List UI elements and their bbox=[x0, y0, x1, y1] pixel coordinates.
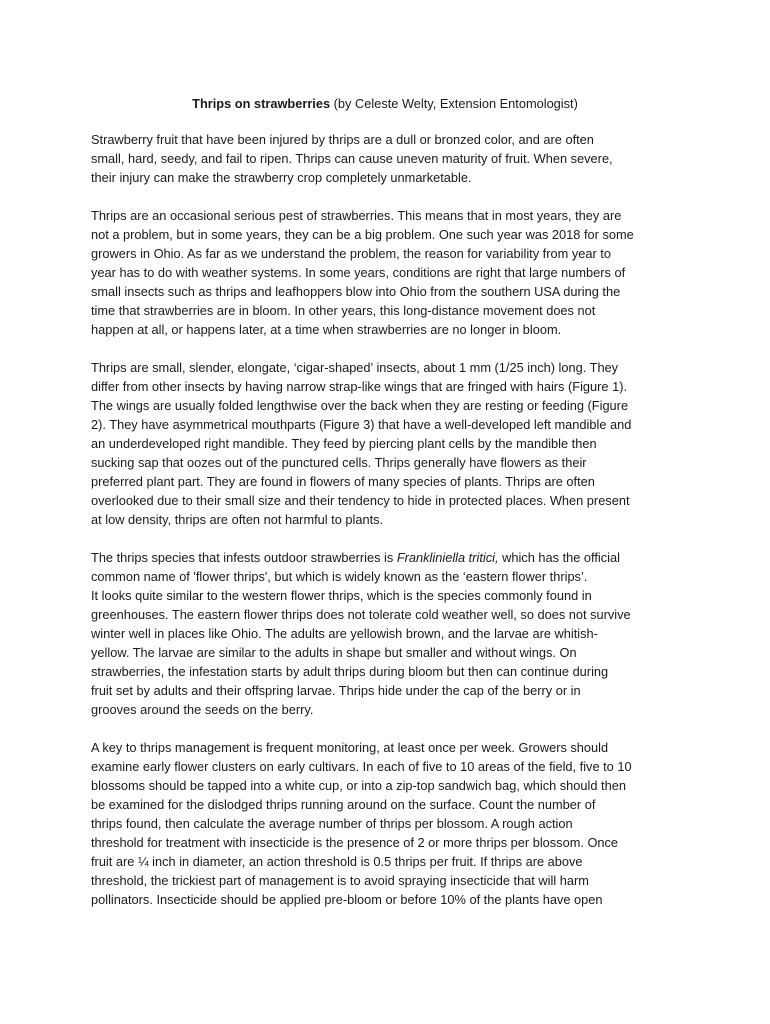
paragraph-3-line-8: overlooked due to their small size and their tendency to hide in protected places. When present bbox=[91, 493, 630, 508]
paragraph-4-line-3: It looks quite similar to the western flower thrips, which is the species commonly found in bbox=[91, 588, 592, 603]
paragraph-2-line-1: Thrips are an occasional serious pest of strawberries. This means that in most years, they are bbox=[91, 208, 622, 223]
paragraph-3-line-3: The wings are usually folded lengthwise over the back when they are resting or feeding (Figure bbox=[91, 398, 629, 413]
paragraph-5-line-2: examine early flower clusters on early cultivars. In each of five to 10 areas of the field, five to 10 bbox=[91, 759, 632, 774]
paragraph-2-line-2: not a problem, but in some years, they can be a big problem. One such year was 2018 for some bbox=[91, 227, 634, 242]
paragraph-4-line-7: strawberries, the infestation starts by adult thrips during bloom but then can continue during bbox=[91, 664, 609, 679]
paragraph-2-line-4: year has to do with weather systems. In some years, conditions are right that large numbers of bbox=[91, 265, 626, 280]
paragraph-5-line-5: thrips found, then calculate the average number of thrips per blossom. A rough action bbox=[91, 816, 573, 831]
paragraph-5-line-4: be examined for the dislodged thrips running around on the surface. Count the number of bbox=[91, 797, 596, 812]
paragraph-2-line-5: small insects such as thrips and leafhoppers blow into Ohio from the southern USA during the bbox=[91, 284, 621, 299]
paragraph-3-line-1: Thrips are small, slender, elongate, ‘cigar-shaped’ insects, about 1 mm (1/25 inch) long. They bbox=[91, 360, 619, 375]
paragraph-4-line-4: greenhouses. The eastern flower thrips does not tolerate cold weather well, so does not survive bbox=[91, 607, 631, 622]
paragraph-3-line-7: preferred plant part. They are found in flowers of many species of plants. Thrips are often bbox=[91, 474, 595, 489]
paragraph-3-line-4: 2). They have asymmetrical mouthparts (Figure 3) that have a well-developed left mandible and bbox=[91, 417, 632, 432]
paragraph-5-line-6: threshold for treatment with insecticide is the presence of 2 or more thrips per blossom. Once bbox=[91, 835, 619, 850]
paragraph-2-line-3: growers in Ohio. As far as we understand the problem, the reason for variability from year to bbox=[91, 246, 611, 261]
paragraph-5-line-1: A key to thrips management is frequent monitoring, at least once per week. Growers should bbox=[91, 740, 609, 755]
paragraph-1-line-2: small, hard, seedy, and fail to ripen. Thrips can cause uneven maturity of fruit. When severe, bbox=[91, 151, 613, 166]
paragraph-3-line-9: at low density, thrips are often not harmful to plants. bbox=[91, 512, 384, 527]
paragraph-4-line-8: fruit set by adults and their offspring larvae. Thrips hide under the cap of the berry or in bbox=[91, 683, 581, 698]
paragraph-3-line-5: an underdeveloped right mandible. They feed by piercing plant cells by the mandible then bbox=[91, 436, 597, 451]
paragraph-3-line-2: differ from other insects by having narrow strap-like wings that are fringed with hairs (Figure 1). bbox=[91, 379, 628, 394]
paragraph-3-line-6: sucking sap that oozes out of the punctured cells. Thrips generally have flowers as their bbox=[91, 455, 587, 470]
paragraph-5-line-9: pollinators. Insecticide should be applied pre-bloom or before 10% of the plants have open bbox=[91, 892, 603, 907]
species-intro-text: The thrips species that infests outdoor strawberries is bbox=[91, 550, 397, 565]
paragraph-1-line-1: Strawberry fruit that have been injured by thrips are a dull or bronzed color, and are often bbox=[91, 132, 594, 147]
title-bold-text: Thrips on strawberries bbox=[192, 96, 331, 111]
species-name: Frankliniella tritici, bbox=[396, 550, 499, 565]
paragraph-4-line-5: winter well in places like Ohio. The adults are yellowish brown, and the larvae are whitish- bbox=[91, 626, 598, 641]
paragraph-1-line-3: their injury can make the strawberry crop completely unmarketable. bbox=[91, 170, 472, 185]
paragraph-5-line-8: threshold, the trickiest part of management is to avoid spraying insecticide that will harm bbox=[91, 873, 589, 888]
paragraph-4-line-2: common name of 'flower thrips', but which is widely known as the ‘eastern flower thrips’. bbox=[91, 569, 588, 584]
document-title bbox=[0, 94, 770, 113]
paragraph-2-line-6: time that strawberries are in bloom. In other years, this long-distance movement does not bbox=[91, 303, 596, 318]
paragraph-5-line-3: blossoms should be tapped into a white cup, or into a zip-top sandwich bag, which should then bbox=[91, 778, 626, 793]
paragraph-5-line-7: fruit are ¼ inch in diameter, an action threshold is 0.5 thrips per fruit. If thrips are above bbox=[91, 854, 583, 869]
paragraph-4-line-1 bbox=[91, 548, 691, 567]
paragraph-4-line-9: grooves around the seeds on the berry. bbox=[91, 702, 314, 717]
title-byline-text: (by Celeste Welty, Extension Entomologist) bbox=[330, 96, 578, 111]
paragraph-4-line-6: yellow. The larvae are similar to the adults in shape but smaller and without wings. On bbox=[91, 645, 577, 660]
species-intro-rest: which has the official bbox=[498, 550, 620, 565]
paragraph-2-line-7: happen at all, or happens later, at a time when strawberries are no longer in bloom. bbox=[91, 322, 562, 337]
